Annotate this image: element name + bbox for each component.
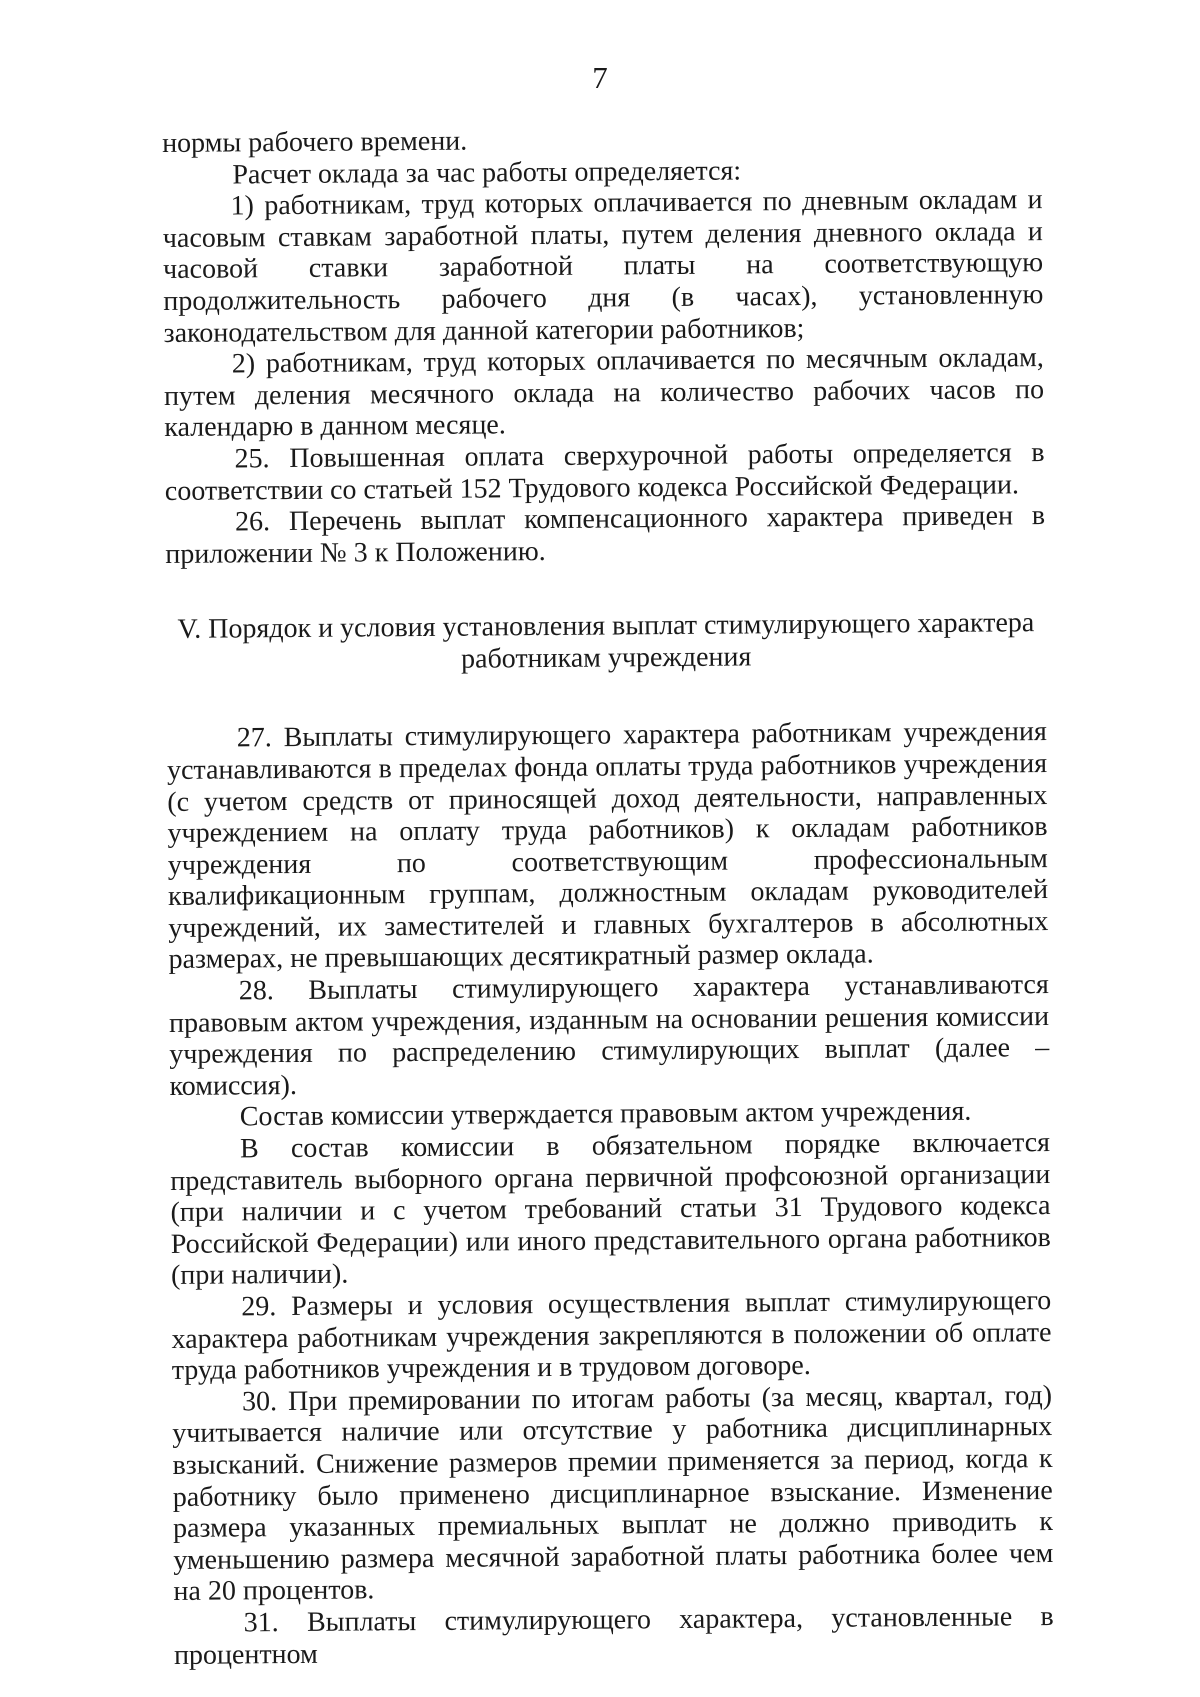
paragraph-hourly-rate-intro: Расчет оклада за час работы определяется: — [232, 155, 742, 191]
paragraph-commission-representative: В состав комиссии в обязательном порядке включается представитель выборного органа первичной профсоюзной организации (при наличии и с учетом требований статьи 31 Трудового кодекса Российской Федерации) или иного представительного органа работников (при наличии). — [170, 1127, 1051, 1292]
list-item-1: 1) работникам, труд которых оплачивается по дневным окладам и часовым ставкам заработной платы, путем деления дневного оклада и часовой ставки заработной платы на соответствующую продолжительность рабочего дня (в часах), установленную законодательством для данной категории работников; — [162, 184, 1044, 349]
list-item-2: 2) работникам, труд которых оплачивается по месячным окладам, путем деления месячного оклада на количество рабочих часов по календарю в данном месяце. — [163, 342, 1045, 444]
paragraph-26: 26. Перечень выплат компенсационного характера приведен в приложении № 3 к Положению. — [165, 500, 1046, 570]
paragraph-continuation: нормы рабочего времени. — [162, 125, 468, 159]
paragraph-commission-composition: Состав комиссии утверждается правовым актом учреждения. — [239, 1096, 972, 1133]
paragraph-29: 29. Размеры и условия осуществления выплат стимулирующего характера работникам учреждения закрепляются в положении об оплате труда работников учреждения и в трудовом договоре. — [171, 1285, 1052, 1387]
paragraph-27: 27. Выплаты стимулирующего характера работникам учреждения устанавливаются в пределах фонда оплаты труда работников учреждения (с учетом средств от приносящей доход деятельности, направленных учреждением на оплату труда работников) к окладам работников учреждения по соответствующим профессиональным квалификационным группам, должностным окладам руководителей учреждений, их заместителей и главных бухгалтеров в абсолютных размерах, не превышающих десятикратный размер оклада. — [166, 716, 1049, 976]
paragraph-30: 30. При премировании по итогам работы (за месяц, квартал, год) учитывается наличие или отсутствие у работника дисциплинарных взысканий. Снижение размеров премии применяется за период, когда к работнику было применено дисциплинарное взыскание. Изменение размера указанных премиальных выплат не должно приводить к уменьшению размера месячной заработной платы работника более чем на 20 процентов. — [172, 1379, 1054, 1608]
paragraph-31: 31. Выплаты стимулирующего характера, установленные в процентном — [173, 1600, 1054, 1671]
page-number: 7 — [592, 60, 608, 95]
section-heading-line-2: работникам учреждения — [460, 641, 752, 675]
section-heading-line-1: V. Порядок и условия установления выплат стимулирующего характера — [177, 607, 1035, 646]
paragraph-25: 25. Повышенная оплата сверхурочной работы определяется в соответствии со статьей 152 Трудового кодекса Российской Федерации. — [164, 437, 1045, 507]
paragraph-28: 28. Выплаты стимулирующего характера устанавливаются правовым актом учреждения, изданным на основании решения комиссии учреждения по распределению стимулирующих выплат (далее – комиссия). — [168, 969, 1050, 1102]
section-heading — [166, 607, 1046, 678]
document-body — [162, 121, 1054, 1671]
